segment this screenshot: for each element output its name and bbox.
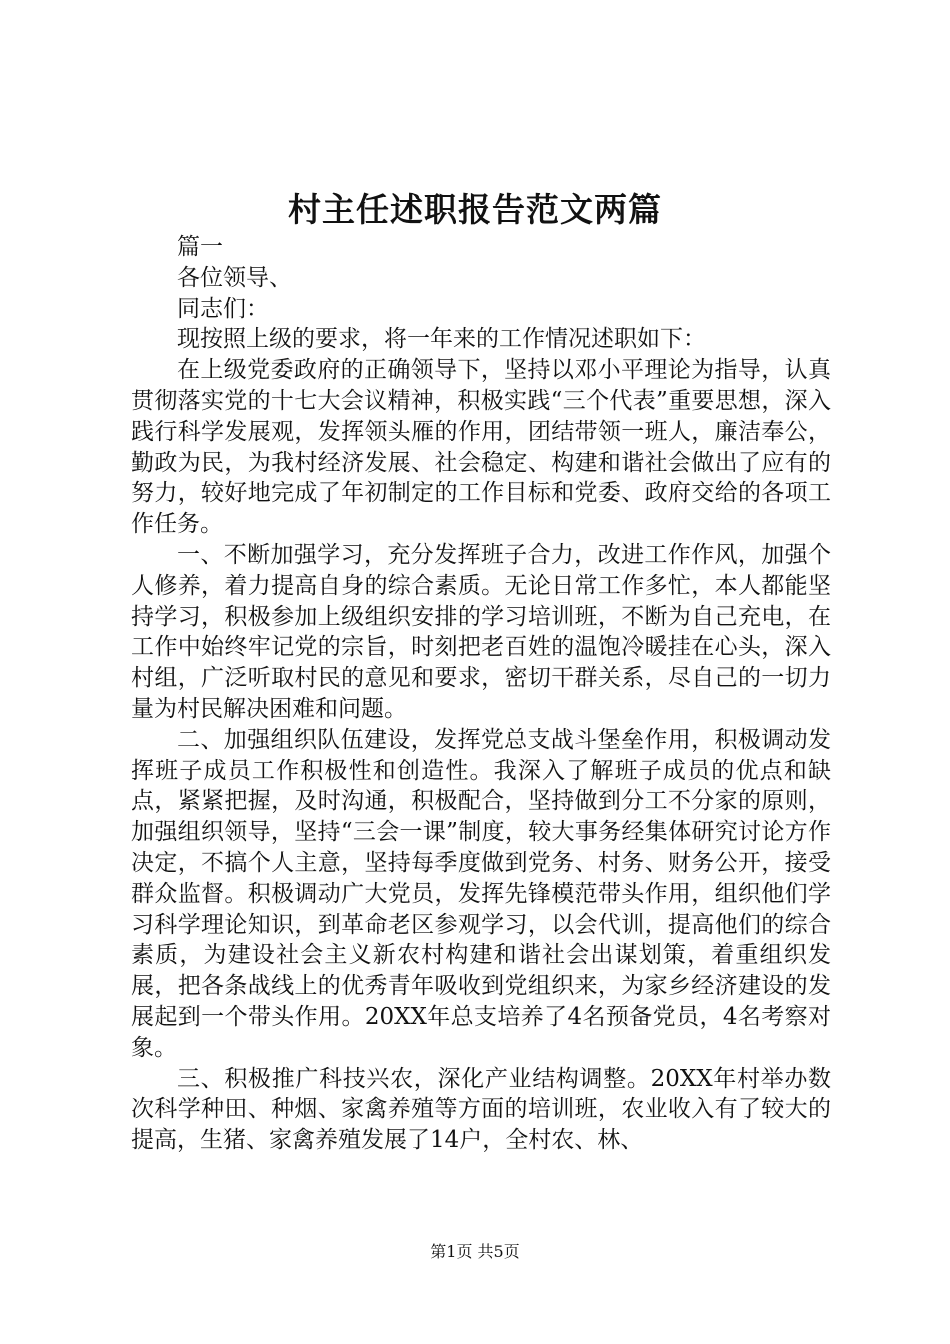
salutation-line: 各位领导、 (177, 264, 292, 291)
body-paragraph: 三、积极推广科技兴农，深化产业结构调整。20XX年村举办数次科学种田、种烟、家禽养殖等方面的培训班，农业收入有了较大的提高，生猪、家禽养殖发展了14户，全村农、林、 (131, 1065, 831, 1154)
document-title: 村主任述职报告范文两篇 (288, 190, 662, 229)
body-paragraph: 一、不断加强学习，充分发挥班子合力，改进工作作风，加强个人修养，着力提高自身的综合素质。无论日常工作多忙，本人都能坚持学习，积极参加上级组织安排的学习培训班，不断为自己充电，在工作中始终牢记党的宗旨，时刻把老百姓的温饱冷暖挂在心头，深入村组，广泛听取村民的意见和要求，密切干群关系，尽自己的一切力量为村民解决困难和问题。 (131, 541, 831, 722)
salutation-line: 同志们： (177, 295, 269, 322)
section-heading: 篇一 (177, 234, 223, 260)
body-paragraph: 二、加强组织队伍建设，发挥党总支战斗堡垒作用，积极调动发挥班子成员工作积极性和创造性。我深入了解班子成员的优点和缺点，紧紧把握，及时沟通，积极配合，坚持做到分工不分家的原则，加强组织领导，坚持“三会一课”制度，较大事务经集体研究讨论方作决定，不搞个人主意，坚持每季度做到党务、村务、财务公开，接受群众监督。积极调动广大党员，发挥先锋模范带头作用，组织他们学习科学理论知识，到革命老区参观学习，以会代训，提高他们的综合素质，为建设社会主义新农村构建和谐社会出谋划策，着重组织发展，把各条战线上的优秀青年吸收到党组织来，为家乡经济建设的发展起到一个带头作用。20XX年总支培养了4名预备党员，4名考察对象。 (131, 726, 831, 1061)
body-paragraph: 在上级党委政府的正确领导下，坚持以邓小平理论为指导，认真贯彻落实党的十七大会议精神，积极实践“三个代表”重要思想，深入践行科学发展观，发挥领头雁的作用，团结带领一班人，廉洁奉公，勤政为民，为我村经济发展、社会稳定、构建和谐社会做出了应有的努力，较好地完成了年初制定的工作目标和党委、政府交给的各项工作任务。 (131, 357, 831, 538)
document-body (131, 232, 831, 1156)
intro-paragraph: 现按照上级的要求，将一年来的工作情况述职如下： (177, 326, 706, 353)
page-footer: 第1页 共5页 (430, 1242, 520, 1261)
